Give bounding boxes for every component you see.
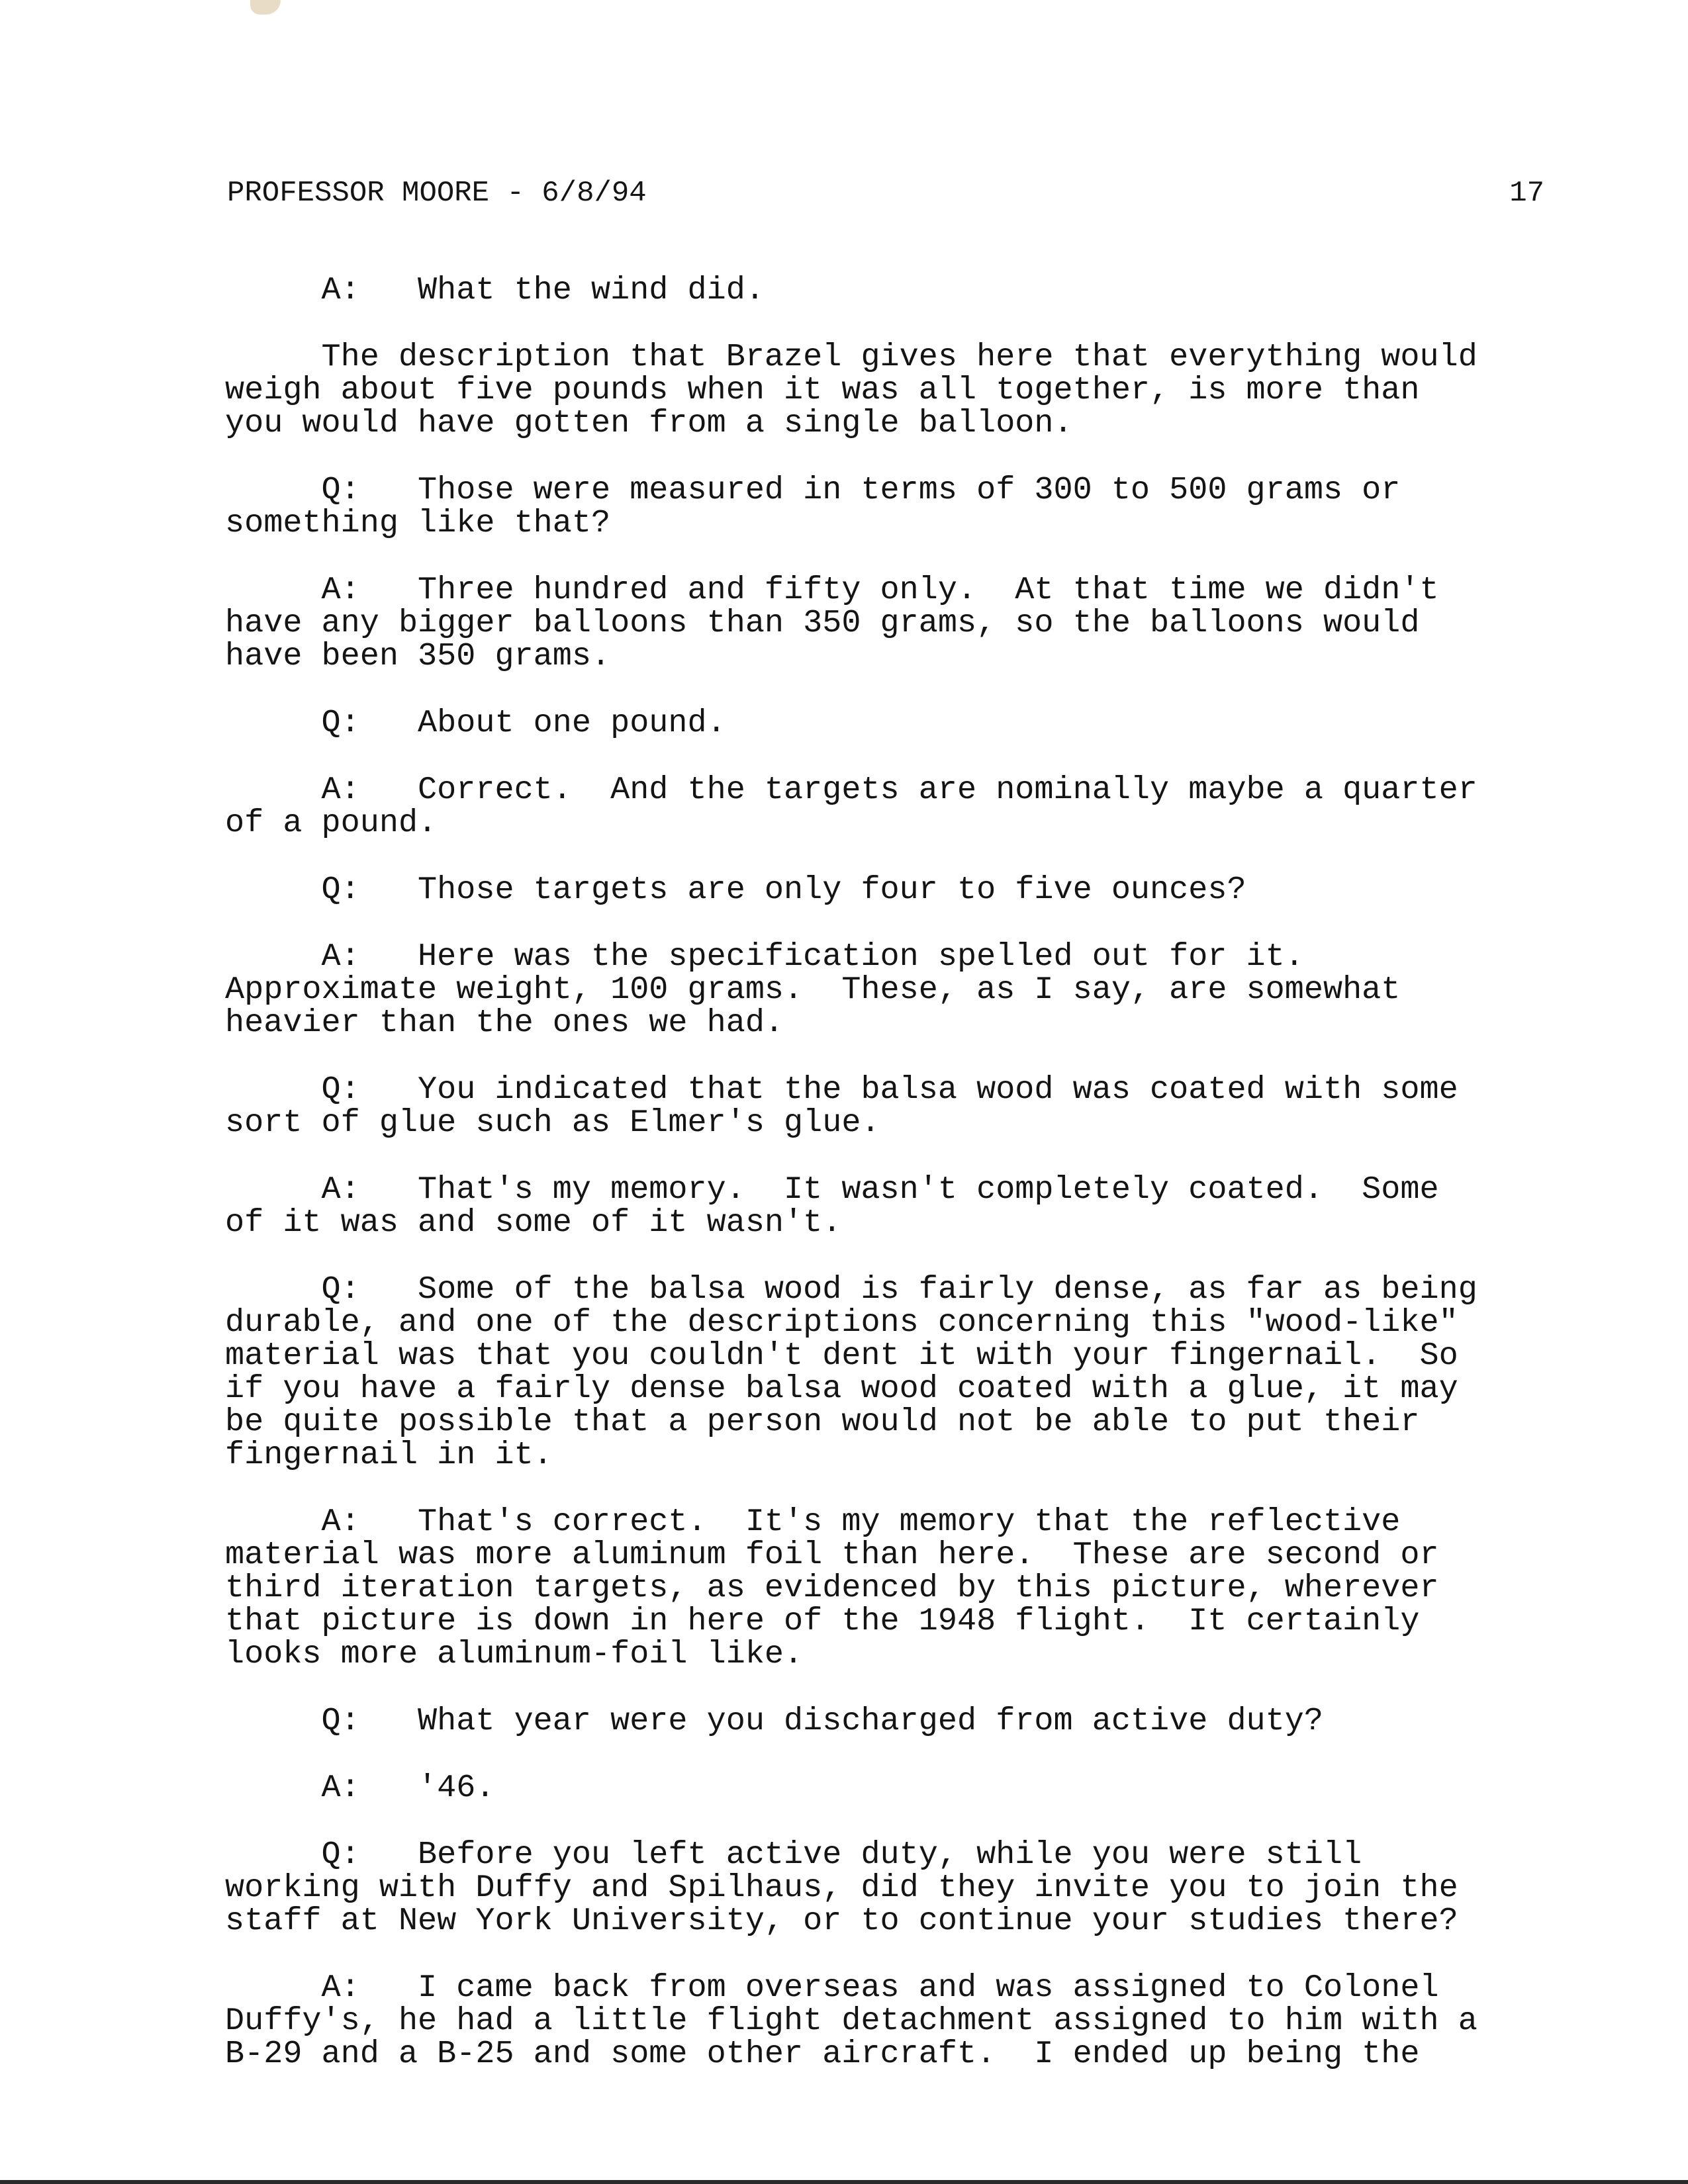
transcript-line: working with Duffy and Spilhaus, did they invite you to join the [225,1870,1458,1906]
transcript-line: you would have gotten from a single balloon. [225,405,1073,441]
transcript-paragraph [225,1972,1556,2071]
transcript-paragraph [225,1705,1556,1738]
transcript-line: staff at New York University, or to continue your studies there? [225,1903,1458,1939]
transcript-paragraph [225,474,1556,540]
transcript-line: third iteration targets, as evidenced by this picture, wherever [225,1570,1439,1606]
transcript-line: A: Here was the specification spelled out for it. [225,938,1304,975]
transcript-paragraph [225,707,1556,740]
transcript-paragraph [225,940,1556,1040]
transcript-line: have been 350 grams. [225,638,611,674]
transcript-line: A: Three hundred and fifty only. At that time we didn't [225,572,1439,608]
page-title: PROFESSOR MOORE - 6/8/94 [227,177,647,210]
transcript-line: Q: About one pound. [225,705,726,741]
transcript-paragraph [225,1839,1556,1938]
transcript-line: A: That's correct. It's my memory that the reflective [225,1504,1401,1540]
transcript-line: heavier than the ones we had. [225,1005,784,1041]
transcript-paragraph [225,1506,1556,1671]
transcript-line: B-29 and a B-25 and some other aircraft. I ended up being the [225,2036,1420,2072]
transcript-paragraph [225,1772,1556,1805]
transcript-line: that picture is down in here of the 1948 flight. It certainly [225,1603,1420,1639]
transcript-line: if you have a fairly dense balsa wood coated with a glue, it may [225,1371,1458,1407]
transcript-body [225,274,1556,2105]
transcript-line: weigh about five pounds when it was all together, is more than [225,372,1420,408]
transcript-line: Q: Before you left active duty, while you were still [225,1837,1362,1873]
transcript-line: be quite possible that a person would not be able to put their [225,1404,1420,1440]
transcript-paragraph [225,574,1556,673]
transcript-line: material was that you couldn't dent it with your fingernail. So [225,1338,1458,1374]
transcript-paragraph [225,1073,1556,1140]
transcript-line: looks more aluminum-foil like. [225,1636,804,1672]
transcript-line: something like that? [225,505,611,541]
transcript-line: material was more aluminum foil than here. These are second or [225,1537,1439,1573]
transcript-line: A: I came back from overseas and was assigned to Colonel [225,1970,1439,2006]
transcript-line: of a pound. [225,805,438,841]
transcript-line: A: Correct. And the targets are nominally maybe a quarter [225,772,1477,808]
transcript-line: A: '46. [225,1770,495,1806]
transcript-line: of it was and some of it wasn't. [225,1205,842,1241]
transcript-paragraph [225,341,1556,440]
transcript-paragraph [225,874,1556,907]
transcript-line: The description that Brazel gives here that everything would [225,339,1477,375]
page-header [227,173,1544,213]
transcript-paragraph [225,1173,1556,1240]
transcript-line: have any bigger balloons than 350 grams, so the balloons would [225,605,1420,641]
transcript-line: Q: What year were you discharged from active duty? [225,1703,1323,1739]
transcript-line: fingernail in it. [225,1437,553,1473]
transcript-line: A: What the wind did. [225,272,765,308]
scan-edge-line [0,2180,1688,2184]
transcript-line: durable, and one of the descriptions concerning this "wood-like" [225,1304,1458,1341]
transcript-line: Q: Those were measured in terms of 300 to 500 grams or [225,472,1401,508]
transcript-line: A: That's my memory. It wasn't completely coated. Some [225,1171,1439,1208]
transcript-line: Approximate weight, 100 grams. These, as I say, are somewhat [225,972,1401,1008]
transcript-line: Duffy's, he had a little flight detachment assigned to him with a [225,2003,1477,2039]
page-number: 17 [1509,177,1544,210]
transcript-paragraph [225,1273,1556,1472]
paper-stain-mark [250,0,281,15]
transcript-line: Q: You indicated that the balsa wood was coated with some [225,1071,1458,1108]
transcript-line: Q: Some of the balsa wood is fairly dense, as far as being [225,1271,1477,1308]
transcript-line: sort of glue such as Elmer's glue. [225,1105,880,1141]
transcript-line: Q: Those targets are only four to five ounces? [225,872,1246,908]
transcript-paragraph [225,274,1556,307]
transcript-paragraph [225,774,1556,840]
